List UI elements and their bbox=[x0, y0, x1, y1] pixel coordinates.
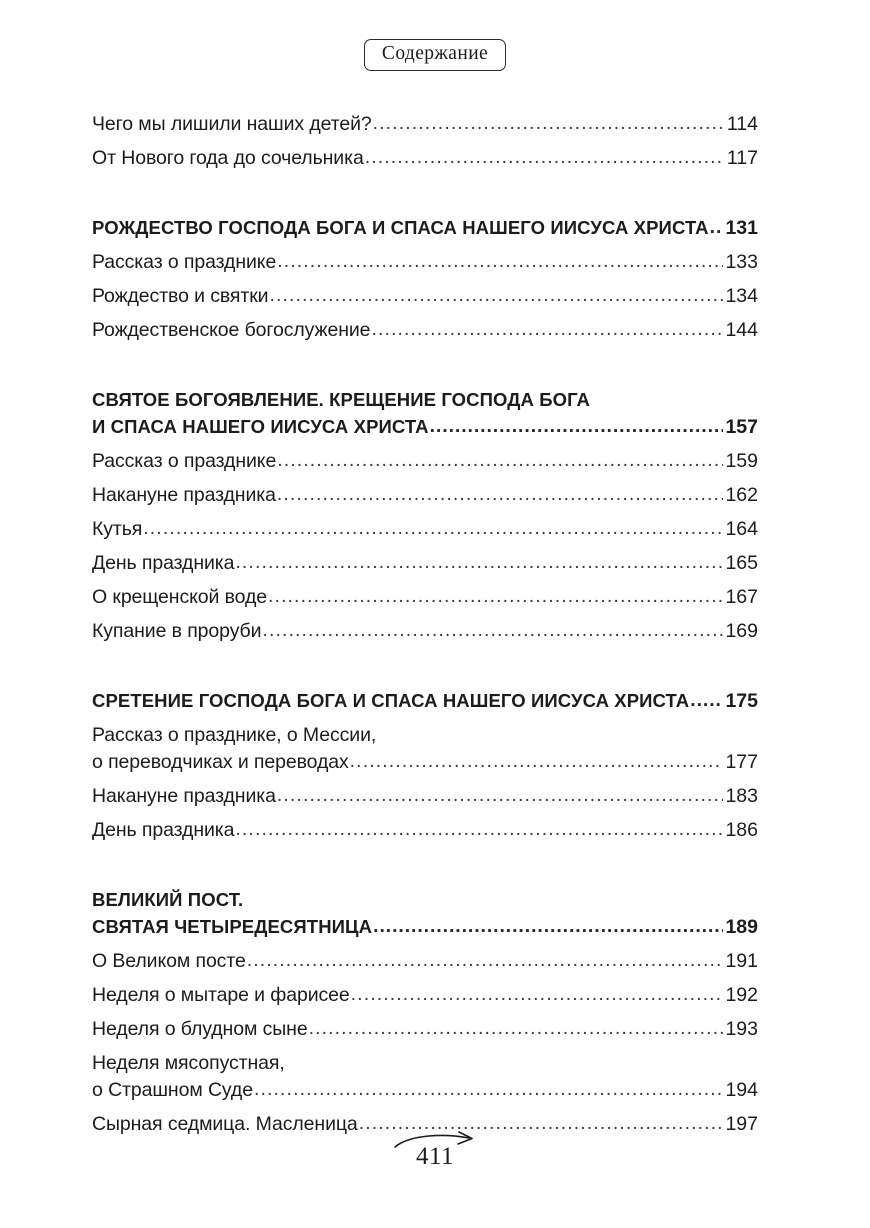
toc-entry-row[interactable] bbox=[92, 950, 758, 984]
leader-dots bbox=[269, 284, 723, 307]
toc-section-row[interactable] bbox=[92, 416, 758, 450]
entry-title: Рассказ о празднике bbox=[92, 251, 277, 273]
entry-title: Купание в проруби bbox=[92, 620, 262, 642]
page-number: 411 bbox=[415, 1143, 455, 1170]
page-title: Содержание bbox=[381, 43, 489, 64]
toc-entry-row[interactable] bbox=[92, 620, 758, 654]
section-title: СВЯТАЯ ЧЕТЫРЕДЕСЯТНИЦА bbox=[92, 916, 373, 937]
entry-page-number: 162 bbox=[725, 484, 758, 506]
entry-title: Чего мы лишили наших детей? bbox=[92, 113, 372, 135]
leader-dots bbox=[143, 517, 723, 540]
leader-dots bbox=[350, 750, 723, 773]
entry-page-number: 191 bbox=[725, 950, 758, 972]
toc-entry-row[interactable] bbox=[92, 552, 758, 586]
entry-title: О Великом посте bbox=[92, 950, 246, 972]
leader-dots bbox=[268, 585, 723, 608]
toc-group bbox=[92, 690, 758, 853]
toc-entry-row[interactable] bbox=[92, 450, 758, 484]
section-gap bbox=[92, 853, 758, 889]
entry-page-number: 194 bbox=[725, 1079, 758, 1101]
section-gap bbox=[92, 181, 758, 217]
entry-page-number: 189 bbox=[725, 916, 758, 938]
toc-section-row[interactable] bbox=[92, 690, 758, 724]
entry-page-number: 175 bbox=[725, 690, 758, 712]
leader-dots bbox=[235, 818, 723, 841]
entry-title: Кутья bbox=[92, 518, 143, 540]
leader-dots bbox=[710, 216, 723, 239]
toc-entry-row[interactable] bbox=[92, 147, 758, 181]
entry-title-line[interactable]: Неделя мясопустная, bbox=[92, 1052, 285, 1074]
entry-page-number: 131 bbox=[725, 217, 758, 239]
toc-entry-row[interactable] bbox=[92, 319, 758, 353]
page-header bbox=[0, 0, 870, 100]
toc-section-row[interactable] bbox=[92, 217, 758, 251]
entry-title: Рассказ о празднике bbox=[92, 450, 277, 472]
entry-page-number: 197 bbox=[725, 1113, 758, 1135]
toc-entry-row[interactable] bbox=[92, 518, 758, 552]
table-of-contents bbox=[92, 113, 758, 1147]
entry-page-number: 164 bbox=[725, 518, 758, 540]
toc-group bbox=[92, 389, 758, 654]
leader-dots bbox=[351, 983, 723, 1006]
entry-title: От Нового года до сочельника bbox=[92, 147, 364, 169]
entry-title: Сырная седмица. Масленица bbox=[92, 1113, 358, 1135]
toc-entry-row[interactable] bbox=[92, 484, 758, 518]
entry-title: Неделя о блудном сыне bbox=[92, 1018, 308, 1040]
entry-page-number: 114 bbox=[726, 113, 758, 135]
entry-page-number: 167 bbox=[725, 586, 758, 608]
entry-page-number: 186 bbox=[725, 819, 758, 841]
entry-title: День праздника bbox=[92, 552, 235, 574]
leader-dots bbox=[373, 112, 723, 135]
leader-dots bbox=[277, 784, 723, 807]
section-title-line[interactable]: ВЕЛИКИЙ ПОСТ. bbox=[92, 889, 244, 910]
leader-dots bbox=[430, 415, 723, 438]
entry-page-number: 177 bbox=[725, 751, 758, 773]
leader-dots bbox=[277, 449, 723, 472]
entry-title: Рождество и святки bbox=[92, 285, 269, 307]
toc-entry-row[interactable] bbox=[92, 285, 758, 319]
toc-entry-row[interactable] bbox=[92, 113, 758, 147]
toc-entry-row[interactable] bbox=[92, 785, 758, 819]
toc-entry-row[interactable] bbox=[92, 251, 758, 285]
entry-page-number: 165 bbox=[725, 552, 758, 574]
entry-title-line[interactable]: Рассказ о празднике, о Мессии, bbox=[92, 724, 377, 746]
entry-page-number: 193 bbox=[725, 1018, 758, 1040]
leader-dots bbox=[277, 483, 723, 506]
entry-title: День праздника bbox=[92, 819, 235, 841]
entry-page-number: 144 bbox=[725, 319, 758, 341]
toc-group bbox=[92, 113, 758, 181]
section-title: РОЖДЕСТВО ГОСПОДА БОГА И СПАСА НАШЕГО ИИСУСА ХРИСТА bbox=[92, 217, 709, 238]
entry-title: о переводчиках и переводах bbox=[92, 751, 349, 773]
contents-title-chip bbox=[364, 39, 506, 71]
section-gap bbox=[92, 353, 758, 389]
toc-entry-row[interactable] bbox=[92, 751, 758, 785]
entry-page-number: 192 bbox=[725, 984, 758, 1006]
entry-title: о Страшном Суде bbox=[92, 1079, 253, 1101]
entry-page-number: 134 bbox=[725, 285, 758, 307]
entry-page-number: 183 bbox=[725, 785, 758, 807]
entry-page-number: 157 bbox=[725, 416, 758, 438]
toc-entry-row[interactable] bbox=[92, 819, 758, 853]
toc-entry-row[interactable] bbox=[92, 1079, 758, 1113]
toc-section-row[interactable] bbox=[92, 916, 758, 950]
leader-dots bbox=[309, 1017, 723, 1040]
leader-dots bbox=[254, 1078, 723, 1101]
section-title: СРЕТЕНИЕ ГОСПОДА БОГА И СПАСА НАШЕГО ИИСУСА ХРИСТА bbox=[92, 690, 690, 711]
page-footer bbox=[0, 1118, 870, 1228]
leader-dots bbox=[371, 318, 723, 341]
entry-title: Рождественское богослужение bbox=[92, 319, 371, 341]
entry-page-number: 169 bbox=[725, 620, 758, 642]
section-title-line[interactable]: СВЯТОЕ БОГОЯВЛЕНИЕ. КРЕЩЕНИЕ ГОСПОДА БОГА bbox=[92, 389, 591, 410]
entry-page-number: 117 bbox=[726, 147, 758, 169]
toc-group bbox=[92, 217, 758, 353]
toc-entry-row[interactable] bbox=[92, 586, 758, 620]
entry-page-number: 133 bbox=[725, 251, 758, 273]
leader-dots bbox=[262, 619, 723, 642]
toc-group bbox=[92, 889, 758, 1147]
leader-dots bbox=[373, 915, 723, 938]
leader-dots bbox=[690, 689, 723, 712]
entry-title: Накануне праздника bbox=[92, 484, 276, 506]
leader-dots bbox=[235, 551, 723, 574]
entry-page-number: 159 bbox=[725, 450, 758, 472]
leader-dots bbox=[277, 250, 723, 273]
entry-title: Накануне праздника bbox=[92, 785, 276, 807]
toc-entry-row[interactable] bbox=[92, 984, 758, 1018]
entry-title: Неделя о мытаре и фарисее bbox=[92, 984, 350, 1006]
toc-entry-row[interactable] bbox=[92, 1018, 758, 1052]
entry-title: О крещенской воде bbox=[92, 586, 267, 608]
leader-dots bbox=[247, 949, 723, 972]
section-title: И СПАСА НАШЕГО ИИСУСА ХРИСТА bbox=[92, 416, 429, 437]
section-gap bbox=[92, 654, 758, 690]
leader-dots bbox=[365, 146, 723, 169]
